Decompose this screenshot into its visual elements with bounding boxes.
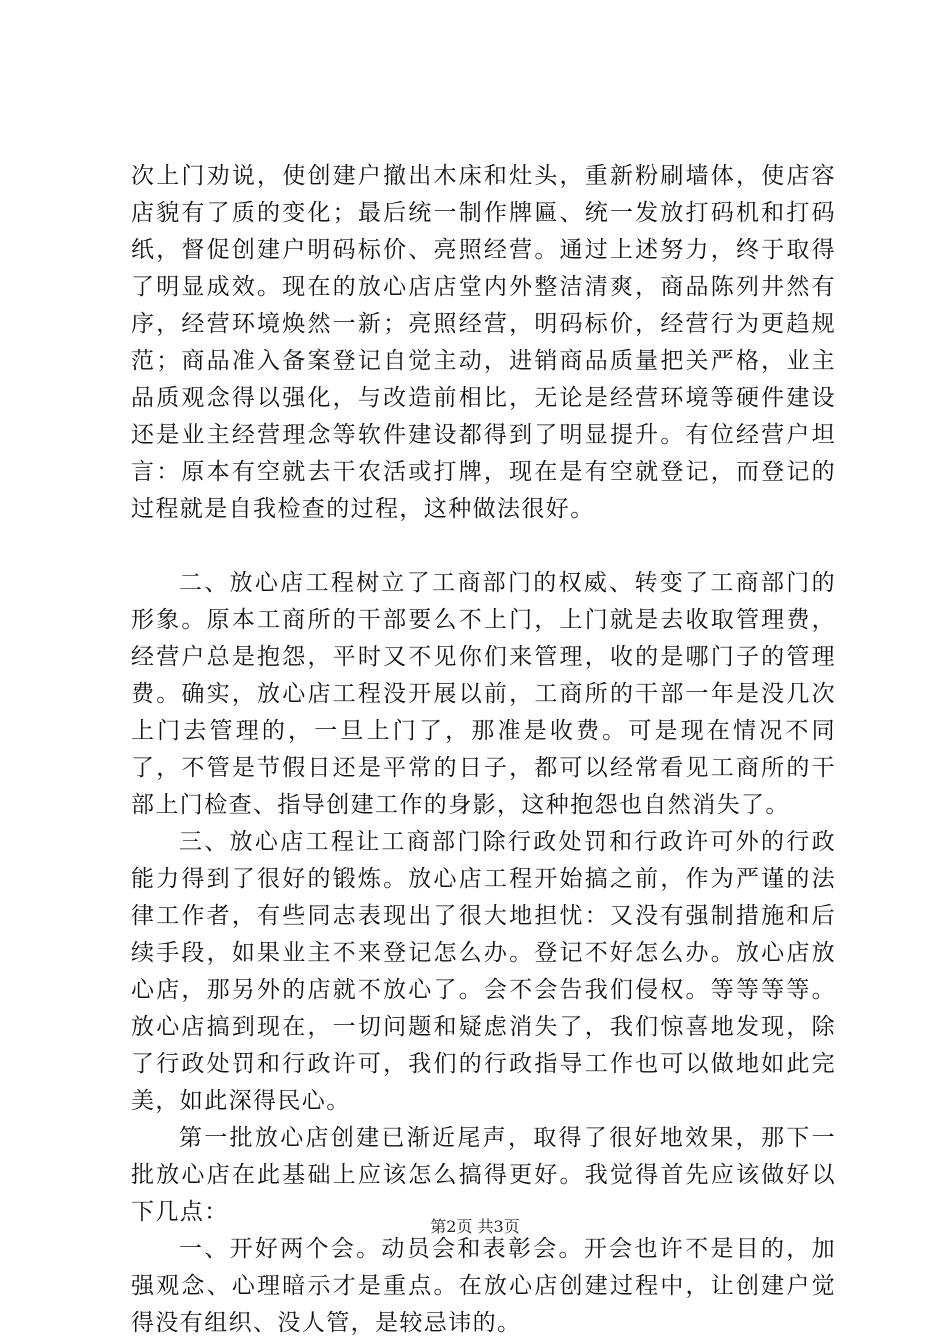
paragraph-two-meetings: 一、开好两个会。动员会和表彰会。开会也许不是目的，加强观念、心理暗示才是重点。在放心店创建过程中，让创建户觉得没有组织、没人管，是较忌讳的。 — [131, 1236, 836, 1336]
page-number-footer: 第2页 共3页 — [430, 1217, 520, 1236]
paragraph-continuation: 次上门劝说，使创建户撤出木床和灶头，重新粉刷墙体，使店容店貌有了质的变化；最后统一制作牌匾、统一发放打码机和打码纸，督促创建户明码标价、亮照经营。通过上述努力，终于取得了明显成效。现在的放心店店堂内外整洁清爽，商品陈列井然有序，经营环境焕然一新；亮照经营，明码标价，经营行为更趋规范；商品准入备案登记自觉主动，进销商品质量把关严格，业主品质观念得以强化，与改造前相比，无论是经营环境等硬件建设还是业主经营理念等软件建设都得到了明显提升。有位经营户坦言：原本有空就去干农活或打牌，现在是有空就登记，而登记的过程就是自我检查的过程，这种做法很好。 — [131, 163, 836, 522]
paragraph-point-two: 二、放心店工程树立了工商部门的权威、转变了工商部门的形象。原本工商所的干部要么不上门，上门就是去收取管理费，经营户总是抱怨，平时又不见你们来管理，收的是哪门子的管理费。确实，放心店工程没开展以前，工商所的干部一年是没几次上门去管理的，一旦上门了，那准是收费。可是现在情况不同了，不管是节假日还是平常的日子，都可以经常看见工商所的干部上门检查、指导创建工作的身影，这种抱怨也自然消失了。 — [131, 570, 836, 818]
paragraph-next-batch: 第一批放心店创建已渐近尾声，取得了很好地效果，那下一批放心店在此基础上应该怎么搞得更好。我觉得首先应该做好以下几点： — [131, 1125, 836, 1225]
paragraph-point-three: 三、放心店工程让工商部门除行政处罚和行政许可外的行政能力得到了很好的锻炼。放心店工程开始搞之前，作为严谨的法律工作者，有些同志表现出了很大地担忧：又没有强制措施和后续手段，如果业主不来登记怎么办。登记不好怎么办。放心店放心店，那另外的店就不放心了。会不会告我们侵权。等等等等。放心店搞到现在，一切问题和疑虑消失了，我们惊喜地发现，除了行政处罚和行政许可，我们的行政指导工作也可以做地如此完美，如此深得民心。 — [131, 829, 836, 1114]
document-body — [131, 158, 836, 1342]
